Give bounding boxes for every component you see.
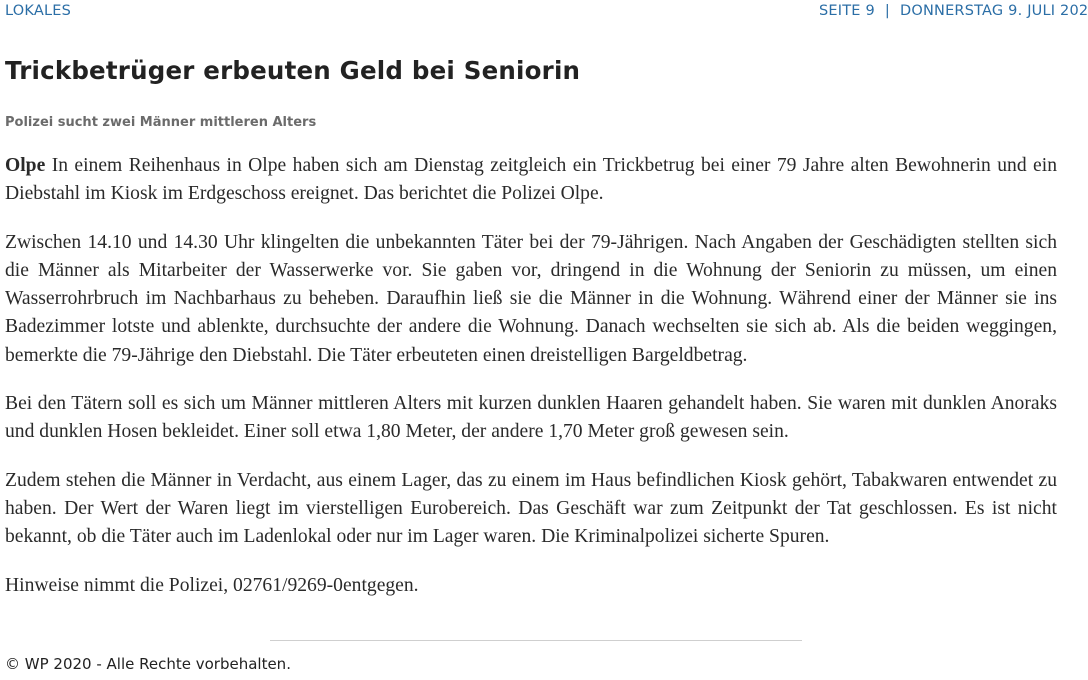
section-label: LOKALES — [5, 3, 71, 19]
article-headline: Trickbetrüger erbeuten Geld bei Seniorin — [5, 56, 581, 85]
article-paragraph: Hinweise nimmt die Polizei, 02761/9269-0entgegen. — [5, 574, 419, 596]
paragraph-text: In einem Reihenhaus in Olpe haben sich am Dienstag zeitgleich ein Trickbetrug bei einer 79 Jahre alten Bewohnerin und ein Diebstahl im Kiosk im Erdgeschoss ereignet. Das berichtet die Polizei Olpe. — [5, 155, 1057, 205]
article-paragraph: Zwischen 14.10 und 14.30 Uhr klingelten die unbekannten Täter bei der 79-Jährigen. Nach Angaben der Geschädigten stellten sich die Männer als Mitarbeiter der Wasserwerke vor. Sie gaben vor, dringend in die Wohnung der Seniorin zu müssen, um einen Wasserrohrbruch im Nachbarhaus zu beheben. Daraufhin ließ sie die Männer in die Wohnung. Während einer der Männer sie ins Badezimmer lotste und ablenkte, durchsuchte der andere die Wohnung. Danach wechselten sie sich ab. Als die beiden weggingen, bemerkte die 79-Jährige den Diebstahl. Die Täter erbeuteten einen dreistelligen Bargeldbetrag. — [5, 231, 1057, 366]
page-number: SEITE 9 — [819, 3, 875, 19]
footer-divider — [270, 640, 802, 641]
article-paragraph: Zudem stehen die Männer in Verdacht, aus einem Lager, das zu einem im Haus befindlichen Kiosk gehört, Tabakwaren entwendet zu haben. Der Wert der Waren liegt im vierstelligen Eurobereich. Das Geschäft war zum Zeitpunkt der Tat geschlossen. Es ist nicht bekannt, ob die Täter auch im Ladenlokal oder nur im Lager waren. Die Kriminalpolizei sicherte Spuren. — [5, 469, 1057, 548]
article-subheadline: Polizei sucht zwei Männer mittleren Alters — [5, 115, 317, 130]
header-separator: | — [884, 3, 890, 19]
article-paragraph: Bei den Tätern soll es sich um Männer mittleren Alters mit kurzen dunklen Haaren gehandelt haben. Sie waren mit dunklen Anoraks und dunklen Hosen bekleidet. Einer soll etwa 1,80 Meter, der andere 1,70 Meter groß gewesen sein. — [5, 393, 1057, 443]
page-header — [5, 3, 1088, 23]
page-info — [819, 3, 1088, 19]
article-body — [5, 152, 1057, 620]
issue-date: DONNERSTAG 9. JULI 202 — [900, 3, 1088, 19]
article-dateline: Olpe — [5, 155, 46, 176]
article-paragraph — [5, 152, 1057, 209]
copyright-notice: © WP 2020 - Alle Rechte vorbehalten. — [5, 655, 291, 673]
